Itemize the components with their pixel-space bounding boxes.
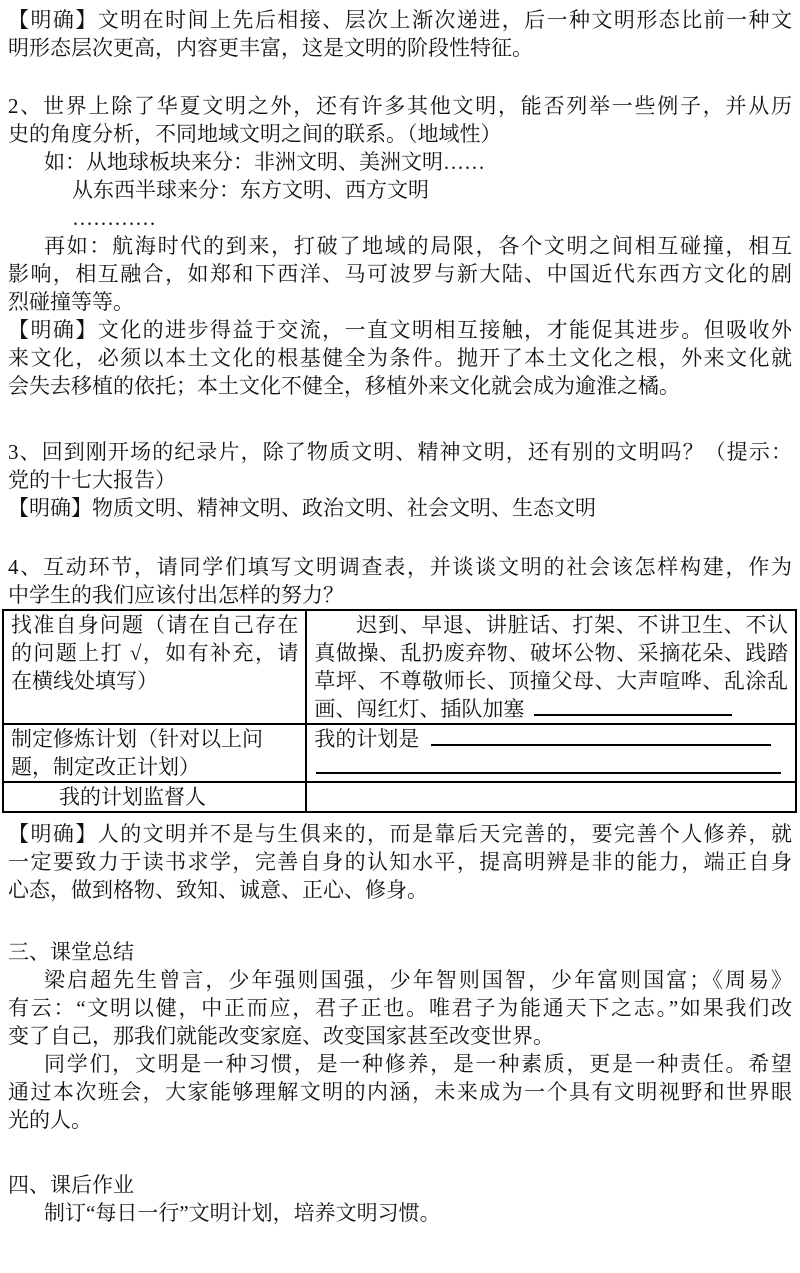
table-row-supervisor <box>3 782 796 812</box>
cell-supervisor-value <box>306 782 796 812</box>
text-line: 2、世界上除了华夏文明之外，还有许多其他文明，能否列举一些例子，并从历 <box>8 94 792 118</box>
text-line: 明形态层次更高，内容更丰富，这是文明的阶段性特征。 <box>8 36 533 60</box>
my-plan-line <box>314 725 788 753</box>
question-2-elaboration <box>8 232 792 316</box>
text-line: 烈碰撞等等。 <box>8 290 134 314</box>
summary-paragraph-2 <box>8 1050 792 1134</box>
question-4 <box>8 553 792 609</box>
problem-list-line <box>314 695 788 723</box>
homework-text: 制订“每日一行”文明计划，培养文明习惯。 <box>44 1201 441 1225</box>
empty-cell-line <box>314 783 788 811</box>
cell-make-plan-label <box>3 724 306 782</box>
cell-find-problems-label <box>3 610 306 724</box>
cell-my-plan <box>306 724 796 782</box>
fill-in-blank-line <box>534 696 732 716</box>
text-line: 影响，相互融合，如郑和下西洋、马可波罗与新大陆、中国近代东西方文化的剧 <box>8 262 792 286</box>
text-line: 的问题上打 √，如有补充，请 <box>11 641 299 665</box>
problem-list-line: 迟到、早退、讲脏话、打架、不讲卫生、不认 <box>356 613 788 637</box>
question-3 <box>8 438 792 494</box>
text-line: 制定修炼计划（针对以上问 <box>11 727 263 751</box>
text-line: 有云：“文明以健，中正而应，君子正也。唯君子为能通天下之志。”如果我们改 <box>8 996 792 1020</box>
summary-paragraph-1 <box>8 966 792 1050</box>
text-line: 同学们，文明是一种习惯，是一种修养，是一种素质，更是一种责任。希望 <box>44 1052 792 1076</box>
text-line: 再如：航海时代的到来，打破了地域的局限，各个文明之间相互碰撞，相互 <box>44 234 792 258</box>
clarify-note-3: 【明确】物质文明、精神文明、政治文明、社会文明、生态文明 <box>8 496 596 520</box>
problem-list-line: 草坪、不尊敬师长、顶撞父母、大声喧哗、乱涂乱 <box>314 669 788 693</box>
my-plan-prefix: 我的计划是 <box>314 727 420 751</box>
text-line: 中学生的我们应该付出怎样的努力？ <box>8 583 344 607</box>
text-line: 史的角度分析，不同地域文明之间的联系。（地域性） <box>8 122 502 146</box>
text-line: 在横线处填写） <box>11 669 158 693</box>
question-2-example-1: 如：从地球板块来分：非洲文明、美洲文明…… <box>44 150 485 174</box>
cell-supervisor-label <box>3 782 306 812</box>
ellipsis-line: ………… <box>72 206 156 230</box>
text-line: 【明确】文明在时间上先后相接、层次上渐次递进，后一种文明形态比前一种文 <box>8 8 792 32</box>
table-row-make-plan <box>3 724 796 782</box>
question-2 <box>8 92 792 148</box>
text-line: 3、回到刚开场的纪录片，除了物质文明、精神文明，还有别的文明吗？（提示： <box>8 440 792 464</box>
text-line: 4、互动环节，请同学们填写文明调查表，并谈谈文明的社会该怎样构建，作为 <box>8 555 792 579</box>
text-line: 梁启超先生曾言，少年强则国强，少年智则国智，少年富则国富；《周易》 <box>44 968 792 992</box>
text-line: 【明确】人的文明并不是与生俱来的，而是靠后天完善的，要完善个人修养，就 <box>8 822 792 846</box>
section-heading-summary: 三、课堂总结 <box>8 940 134 964</box>
text-line: 题，制定改正计划） <box>11 755 200 779</box>
text-line: 光的人。 <box>8 1108 92 1132</box>
text-line: 变了自己，那我们就能改变家庭、改变国家甚至改变世界。 <box>8 1024 554 1048</box>
text-line: 我的计划监督人 <box>59 785 206 809</box>
question-2-example-2: 从东西半球来分：东方文明、西方文明 <box>72 178 429 202</box>
text-line: 通过本次班会，大家能够理解文明的内涵，未来成为一个具有文明视野和世界眼 <box>8 1080 792 1104</box>
text-line: 党的十七大报告） <box>8 468 176 492</box>
problem-list-tail: 画、闯红灯、插队加塞 <box>314 697 525 721</box>
text-line: 会失去移植的依托；本土文化不健全，移植外来文化就会成为逾淮之橘。 <box>8 374 680 398</box>
cell-problem-list <box>306 610 796 724</box>
table-row-find-problems <box>3 610 796 724</box>
my-plan-line <box>314 753 788 781</box>
clarify-note-1 <box>8 6 792 62</box>
section-heading-homework: 四、课后作业 <box>8 1173 134 1197</box>
text-line: 一定要致力于读书求学，完善自身的认知水平，提高明辨是非的能力，端正自身 <box>8 850 792 874</box>
text-line: 【明确】文化的进步得益于交流，一直文明相互接触，才能促其进步。但吸收外 <box>8 318 792 342</box>
civility-survey-table <box>2 609 797 813</box>
text-line: 心态，做到格物、致知、诚意、正心、修身。 <box>8 878 428 902</box>
text-line: 找准自身问题（请在自己存在 <box>11 613 299 637</box>
fill-in-blank-line <box>316 754 781 774</box>
problem-list-line: 真做操、乱扔废弃物、破坏公物、采摘花朵、践踏 <box>314 641 788 665</box>
clarify-note-2 <box>8 316 792 400</box>
fill-in-blank-line <box>431 726 771 746</box>
clarify-note-4 <box>8 820 792 904</box>
text-line: 来文化，必须以本土文化的根基健全为条件。抛开了本土文化之根，外来文化就 <box>8 346 792 370</box>
